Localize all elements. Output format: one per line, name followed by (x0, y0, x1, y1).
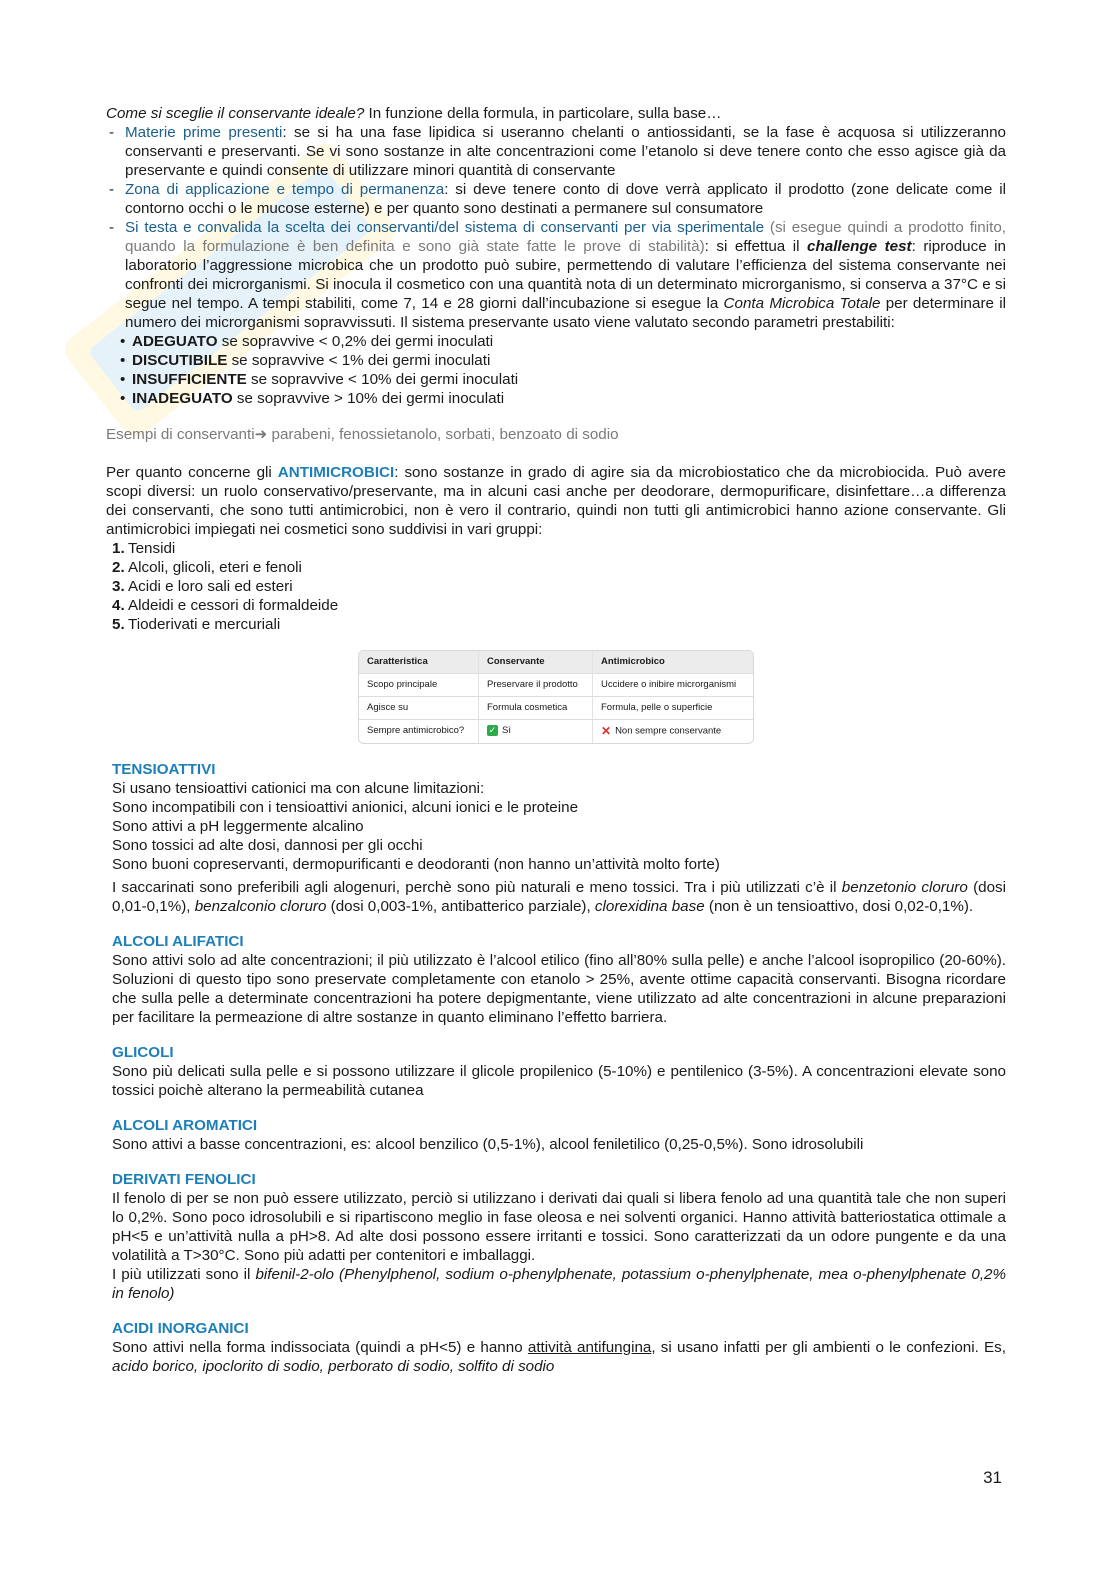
group-item: 2. Alcoli, glicoli, eteri e fenoli (112, 559, 302, 576)
table-row: Sempre antimicrobico? ✓ Sì ✕ Non sempre conservante (359, 720, 753, 743)
table-header-cell: Antimicrobico (593, 651, 753, 674)
bullet-challenge-test: - Si testa e convalida la scelta dei conservanti/del sistema di conservanti per via sperimentale (si esegue quindi a prodotto finito, quando la formulazione è ben definita e sono già state fatte le prove di stabilità): si effettua il challenge test: riproduce in laboratorio l’aggressione microbica che un prodotto può subire, permettendo di valutare l’efficienza del sistema conservante nei confronti dei microrganismi. Si inocula il cosmetico con una quantità nota di un determinato microrganismo, si conserva a 37°C e si segue nel tempo. A tempi stabiliti, come 7, 14 e 28 giorni dall’incubazione si esegue la Conta Microbica Totale per determinare il numero dei microrganismi sopravvissuti. Il sistema preservante usato viene valutato secondo parametri prestabiliti: (109, 219, 1006, 331)
groups-list (106, 539, 1006, 634)
grade-item: • DISCUTIBILE se sopravvive < 1% dei germi inoculati (120, 352, 491, 369)
page-number: 31 (983, 1468, 1002, 1487)
section-title: TENSIOATTIVI (112, 760, 216, 778)
antimicrobici-paragraph: Per quanto concerne gli ANTIMICROBICI: sono sostanze in grado di agire sia da microbiostatico che da microbiocida. Può avere scopi diversi: un ruolo conservativo/preservante, ma in alcuni casi anche per deodorare, dermopurificare, disinfettare…a differenza dei conservanti, che sono tutti antimicrobici, non è vero il contrario, quindi non tutti gli antimicrobici hanno azione conservante. Gli antimicrobici impiegati nei cosmetici sono suddivisi in vari gruppi: (106, 464, 1006, 538)
section-title: ALCOLI AROMATICI (112, 1116, 258, 1134)
grade-item: • ADEGUATO se sopravvive < 0,2% dei germi inoculati (120, 333, 494, 350)
grades-list (106, 332, 1006, 408)
intro-paragraph: Come si sceglie il conservante ideale? In funzione della formula, in particolare, sulla base… (106, 105, 722, 122)
section-title: DERIVATI FENOLICI (112, 1170, 256, 1188)
grade-item: • INADEGUATO se sopravvive > 10% dei germi inoculati (120, 390, 505, 407)
section-derivati-fenolici: DERIVATI FENOLICI Il fenolo di per se non può essere utilizzato, perciò si utilizzano i derivati dai quali si libera fenolo ad una quantità tale che non superi lo 0,2%. Sono poco idrosolubili e si ripartiscono meglio in fase oleosa e nei solventi organici. Hanno attività batteriostatica ottimale a pH<5 e un’attività nulla a pH>8. Ad alte dosi possono essere irritanti e tossici. Sono caratterizzati da un odore pungente e da una volatilità a T>30°C. Sono più adatti per contenitori e imballaggi. I più utilizzati sono il bifenil-2-olo (Phenylphenol, sodium o-phenylphenate, potassium o-phenylphenate, mea o-phenylphenate 0,2% in fenolo) (112, 1170, 1006, 1302)
arrow-icon: ➜ (254, 426, 268, 443)
examples-line: Esempi di conservanti➜ parabeni, fenossietanolo, sorbati, benzoato di sodio (106, 426, 619, 443)
section-alcoli-aromatici: ALCOLI AROMATICI Sono attivi a basse concentrazioni, es: alcool benzilico (0,5-1%), alcool feniletilico (0,25-0,5%). Sono idrosolubili (106, 1116, 1006, 1154)
document-page (106, 104, 1006, 1376)
table-header-cell: Caratteristica (359, 651, 479, 674)
cross-icon: ✕ (601, 724, 612, 738)
section-tensioattivi: TENSIOATTIVI Si usano tensioattivi cationici ma con alcune limitazioni: Sono incompatibili con i tensioattivi anionici, alcuni ionici e le proteine Sono attivi a pH leggermente alcalino Sono tossici ad alte dosi, dannosi per gli occhi Sono buoni copreservanti, dermopurificanti e deodoranti (non hanno un’attività molto forte) I saccarinati sono preferibili agli alogenuri, perchè sono più naturali e meno tossici. Tra i più utilizzati c’è il benzetonio cloruro (dosi 0,01-0,1%), benzalconio cloruro (dosi 0,003-1%, antibatterico parziale), clorexidina base (non è un tensioattivo, dosi 0,02-0,1%). (112, 760, 1006, 915)
group-item: 1. Tensidi (112, 540, 176, 557)
challenge-test-term: challenge test (807, 238, 912, 255)
check-icon: ✓ (488, 725, 497, 736)
section-acidi-inorganici: ACIDI INORGANICI Sono attivi nella forma indissociata (quindi a pH<5) e hanno attività antifungina, si usano infatti per gli ambienti o le confezioni. Es, acido borico, ipoclorito di sodio, perborato di sodio, solfito di sodio (112, 1319, 1006, 1375)
bullet-materie-prime: - Materie prime presenti: se si ha una fase lipidica si useranno chelanti o antiossidanti, se la fase è acquosa si utilizzeranno conservanti e preservanti. Se vi sono sostanze in alte concentrazioni come l’etanolo si deve tenere conto che esso agisce già da preservante e quindi consente di utilizzare minori quantità di conservante (109, 124, 1006, 179)
group-item: 5. Tioderivati e mercuriali (112, 616, 281, 633)
table-row: Agisce su Formula cosmetica Formula, pelle o superficie (359, 697, 753, 720)
comparison-table (358, 650, 754, 744)
group-item: 3. Acidi e loro sali ed esteri (112, 578, 293, 595)
table-row: Scopo principale Preservare il prodotto Uccidere o inibire microrganismi (359, 674, 753, 697)
table-header-row (359, 651, 753, 674)
intro-question: Come si sceglie il conservante ideale? (106, 105, 365, 122)
section-glicoli: GLICOLI Sono più delicati sulla pelle e si possono utilizzare il glicole propilenico (5-10%) e pentilenico (3-5%). A concentrazioni elevate sono tossici poichè alterano la permeabilità cutanea (112, 1043, 1006, 1099)
grade-item: • INSUFFICIENTE se sopravvive < 10% dei germi inoculati (120, 371, 519, 388)
section-title: ALCOLI ALIFATICI (112, 932, 244, 950)
section-alcoli-alifatici: ALCOLI ALIFATICI Sono attivi solo ad alte concentrazioni; il più utilizzato è l’alcool etilico (fino all’80% sulla pelle) e anche l’alcool isopropilico (20-60%). Soluzioni di questo tipo sono preservate completamente con etanolo > 25%, avente ottime capacità conservanti. Bisogna ricordare che sulla pelle a determinate concentrazioni ha potere depigmentante, viene utilizzato ad alte concentrazioni in alcune preparazioni per facilitare la permeazione di altre sostanze in quanto eliminano l’effetto barriera. (112, 932, 1006, 1026)
section-title: ACIDI INORGANICI (112, 1319, 249, 1337)
group-item: 4. Aldeidi e cessori di formaldeide (112, 597, 339, 614)
table-header-cell: Conservante (479, 651, 593, 674)
bullet-zona-applicazione: - Zona di applicazione e tempo di permanenza: si deve tenere conto di dove verrà applicato il prodotto (zone delicate come il contorno occhi o le mucose esterne) e per quanto sono destinati a permanere sul consumatore (109, 181, 1006, 217)
section-title: GLICOLI (112, 1043, 174, 1061)
